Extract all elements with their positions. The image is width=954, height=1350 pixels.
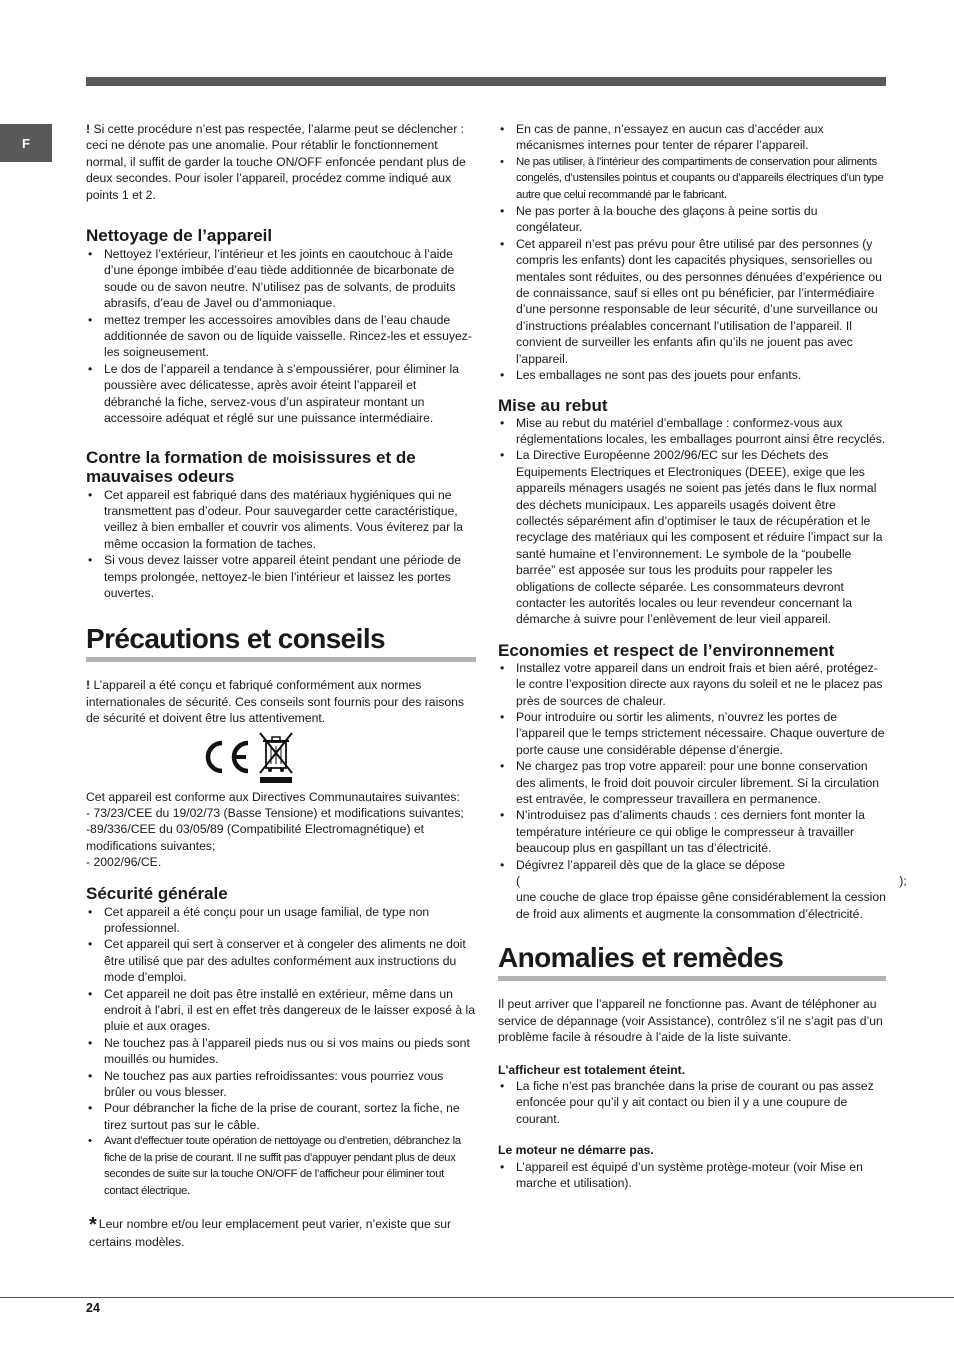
page-number: 24	[86, 1301, 100, 1315]
list-item: • Mise au rebut du matériel d’emballage : conformez-vous aux réglementations locales, les emballages pourront ainsi être recyclés.	[498, 415, 886, 448]
precautions-heading: Précautions et conseils	[86, 623, 385, 655]
conformity-marks	[200, 727, 476, 787]
list-item: • Ne touchez pas à l’appareil pieds nus ou si vos mains ou pieds sont mouillés ou humides.	[86, 1035, 476, 1068]
list-item: • L’appareil est équipé d’un système protège-moteur (voir Mise en marche et utilisation).	[498, 1159, 886, 1192]
list-item: • Cet appareil qui sert à conserver et à congeler des aliments ne doit être utilisé que par des adultes conformément aux instructions du mode d’emploi.	[86, 936, 476, 985]
footnote: * Leur nombre et/ou leur emplacement peut varier, n’existe que sur certains modèles.	[89, 1213, 452, 1249]
list-item: • Ne chargez pas trop votre appareil: pour une bonne conservation des aliments, le froid doit pouvoir circuler librement. Si la circulation est entravée, le compresseur travaillera en permanence.	[498, 758, 886, 807]
list-item: • Les emballages ne sont pas des jouets pour enfants.	[498, 367, 886, 383]
moisissures-list	[86, 487, 476, 602]
bottom-rule	[0, 1297, 954, 1298]
warning-mark: !	[86, 678, 91, 693]
list-item: • Ne pas utiliser, à l’intérieur des compartiments de conservation pour aliments congelés, d’ustensiles pointus et coupants ou d’appareils électriques d’un type autre que celui recommandé par le fabricant.	[498, 154, 886, 203]
list-item: • Pour introduire ou sortir les aliments, n’ouvrez les portes de l’appareil que le temps strictement nécessaire. Chaque ouverture de porte cause une considérable dépense d’énergie.	[498, 709, 886, 758]
conformity-text: Cet appareil est conforme aux Directives Communautaires suivantes: - 73/23/CEE du 19/02/73 (Basse Tensione) et modifications suivantes; -89/336/CEE du 03/05/89 (Compatibilité Electromagnétique) et modifications suivantes; - 2002/96/CE.	[86, 789, 464, 870]
crossed-bin-icon	[256, 730, 296, 784]
list-item: • Cet appareil a été conçu pour un usage familial, de type non professionnel.	[86, 904, 476, 937]
economies-list	[498, 660, 907, 923]
list-item: • Si vous devez laisser votre appareil éteint pendant une période de temps prolongée, nettoyez-le bien l’intérieur et laissez les portes ouvertes.	[86, 552, 476, 601]
precautions-intro: ! L’appareil a été conçu et fabriqué conformément aux normes internationales de sécurité. Ces conseils sont fournis pour des raisons de sécurité et doivent être lus attentivement.	[86, 678, 465, 726]
rebut-heading: Mise au rebut	[498, 395, 608, 415]
list-item: • Dégivrez l’appareil dès que de la glace se dépose ( ); une couche de glace trop épaisse gêne considérablement la cession de froid aux aliments et augmente la consommation d’électricité.	[498, 857, 886, 923]
list-item: • Ne touchez pas aux parties refroidissantes: vous pourriez vous brûler ou vous blesser.	[86, 1068, 476, 1101]
right-column	[498, 121, 907, 1191]
nettoyage-heading: Nettoyage de l’appareil	[86, 226, 273, 246]
asterisk-mark: *	[89, 1213, 97, 1236]
nettoyage-list	[86, 246, 476, 426]
list-item: • Le dos de l’appareil a tendance à s’empoussiérer, pour éliminer la poussière avec délicatesse, après avoir éteint l’appareil et débranché la fiche, servez-vous d’un aspirateur montant un accessoire adéquat et réglé sur une puissance intermédiaire.	[86, 361, 476, 427]
problem-display-off-list	[498, 1078, 886, 1127]
list-item: • La Directive Européenne 2002/96/EC sur les Déchets des Equipements Electriques et Electroniques (DEEE), exige que les appareils ménagers usagés ne soient pas jetés dans le flux normal des déchets municipaux. Les appareils usagés doivent être collectés séparément afin d’optimiser le taux de récupération et le recyclage des matériaux qui les composent et réduire l’impact sur la santé humaine et l’environnement. Le symbole de la “poubelle barrée” est apposée sur tous les produits pour rappeler les obligations de collecte séparée. Les consommateurs devront contacter les autorités locales ou leur revendeur concernant la démarche à suivre pour l’enlèvement de leur vieil appareil.	[498, 447, 886, 627]
securite-list	[86, 904, 476, 1199]
securite-heading: Sécurité générale	[86, 883, 228, 903]
problem-display-off: L'afficheur est totalement éteint.	[498, 1062, 686, 1077]
list-item: • Ne pas porter à la bouche des glaçons à peine sortis du congélateur.	[498, 203, 886, 236]
heading-rule	[86, 657, 476, 662]
list-item: • Cet appareil ne doit pas être installé en extérieur, même dans un endroit à l’abri, il est en effet très dangereux de le laisser exposé à la pluie et aux orages.	[86, 986, 476, 1035]
list-item: • La fiche n’est pas branchée dans la prise de courant ou pas assez enfoncée pour qu’il y ait contact ou bien il y a une coupure de courant.	[498, 1078, 886, 1127]
heading-rule	[498, 976, 886, 981]
moisissures-heading: Contre la formation de moisissures et de mauvaises odeurs	[86, 447, 416, 486]
list-item: • Pour débrancher la fiche de la prise de courant, sortez la fiche, ne tirez surtout pas sur le câble.	[86, 1100, 476, 1133]
anomalies-heading: Anomalies et remèdes	[498, 942, 784, 974]
rebut-list	[498, 415, 886, 628]
list-item: • En cas de panne, n’essayez en aucun cas d’accéder aux mécanismes internes pour tenter de réparer l’appareil.	[498, 121, 886, 154]
economies-heading: Economies et respect de l’environnement	[498, 640, 835, 660]
list-item: • Cet appareil n’est pas prévu pour être utilisé par des personnes (y compris les enfants) dont les capacités physiques, sensorielles ou mentales sont réduites, ou des personnes dénuées d’expérience ou de connaissance, sauf si elles ont pu bénéficier, par l’intermédiaire d’une personne responsable de leur sécurité, d’une surveillance ou d’instructions préalables concernant l’utilisation de l’appareil. Il convient de surveiller les enfants afin qu’ils ne jouent pas avec l’appareil.	[498, 236, 886, 367]
ce-mark-icon	[200, 739, 252, 775]
list-item: • Installez votre appareil dans un endroit frais et bien aéré, protégez-le contre l’exposition directe aux rayons du soleil et ne le placez pas près de sources de chaleur.	[498, 660, 886, 709]
list-item: • Cet appareil est fabriqué dans des matériaux hygiéniques qui ne transmettent pas d’odeur. Pour sauvegarder cette caractéristique, veillez à bien emballer et couvrir vos aliments. Vous éviterez par la même occasion la formation de taches.	[86, 487, 476, 553]
problem-motor: Le moteur ne démarre pas.	[498, 1143, 654, 1158]
anomalies-intro: Il peut arriver que l’appareil ne fonctionne pas. Avant de téléphoner au service de dépannage (voir Assistance), contrôlez s’il ne s’agit pas d’un problème facile à résoudre à l’aide de la liste suivante.	[498, 997, 883, 1045]
left-column	[86, 121, 476, 1251]
securite-continued-list	[498, 121, 886, 384]
list-item: • N’introduisez pas d’aliments chauds : ces derniers font monter la température intérieure ce qui oblige le compresseur à travailler beaucoup plus en gaspillant un tas d’électricité.	[498, 807, 886, 856]
language-tab: F	[0, 124, 52, 162]
list-item: • Avant d’effectuer toute opération de nettoyage ou d’entretien, débranchez la fiche de la prise de courant. Il ne suffit pas d’appuyer pendant plus de deux secondes de suite sur la touche ON/OFF de l’afficheur pour éliminer tout contact électrique.	[86, 1133, 476, 1199]
list-item: • Nettoyez l’extérieur, l’intérieur et les joints en caoutchouc à l’aide d’une éponge imbibée d’eau tiède additionnée de bicarbonate de soude ou de savon neutre. N’utilisez pas de solvants, de produits abrasifs, d’eau de Javel ou d’ammoniaque.	[86, 246, 476, 312]
alarm-note: ! Si cette procédure n’est pas respectée, l’alarme peut se déclencher : ceci ne dénote pas une anomalie. Pour rétablir le fonctionnement normal, il suffit de garder la touche ON/OFF enfoncée pendant plus de deux secondes. Pour isoler l’appareil, procédez comme indiqué aux points 1 et 2.	[86, 122, 466, 202]
top-rule	[86, 77, 886, 86]
problem-motor-list	[498, 1159, 886, 1192]
warning-mark: !	[86, 122, 91, 136]
list-item: • mettez tremper les accessoires amovibles dans de l’eau chaude additionnée de savon ou de liquide vaisselle. Rincez-les et essuyez-les soigneusement.	[86, 312, 476, 361]
